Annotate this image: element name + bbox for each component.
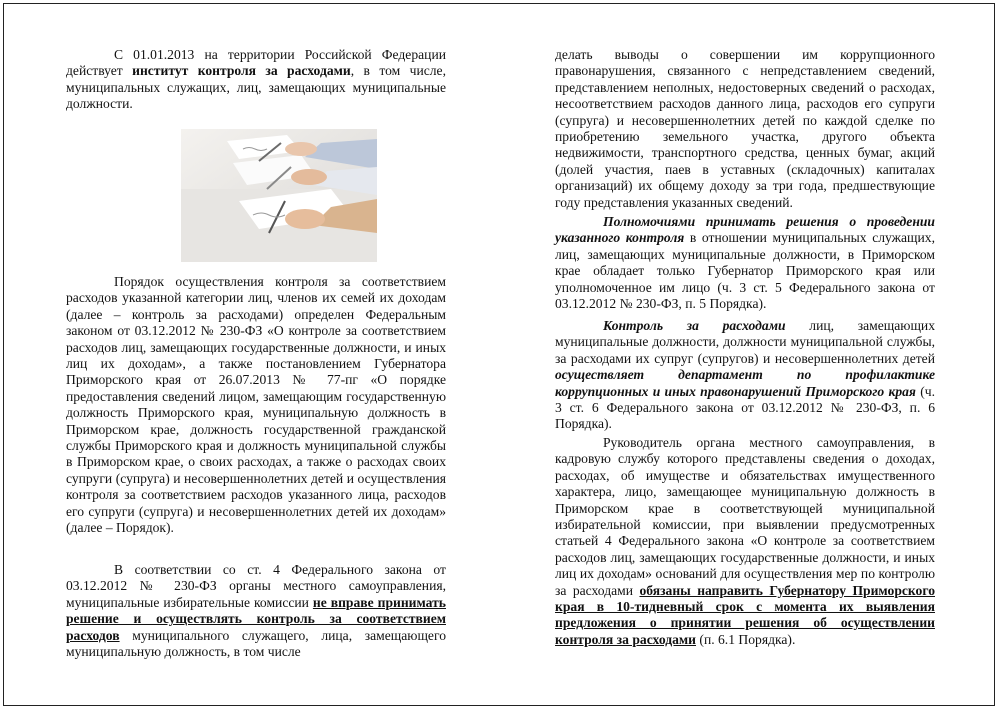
paragraph-intro: [66, 47, 446, 113]
paragraph-head-duty: [555, 435, 935, 648]
control-department: осуществляет департамент по профилактике коррупционных и иных правонарушений Приморского края: [555, 367, 935, 399]
restriction-text-tail: муниципального служащего, лица, замещающего муниципальную должность, в том числе: [66, 627, 446, 660]
signing-documents-photo: [181, 129, 377, 262]
intro-emphasis: институт контроля за расходами: [132, 63, 351, 79]
head-duty-emphasis: обязаны направить Губернатору Приморского края в 10-тидневный срок с момента их выявления предложения о принятии решения об осуществлении контроля за расходами: [555, 582, 935, 647]
authority-emphasis: Полномочиями принимать решения о проведении указанного контроля: [555, 214, 935, 246]
control-text: лиц, замещающих муниципальные должности, должности муниципальной службы, за расходами их супруг (супругов) и несовершеннолетних детей: [555, 318, 935, 366]
paragraph-authority: [555, 214, 935, 312]
control-text-tail: (ч. 3 ст. 6 Федерального закона от 03.12.2012 № 230-ФЗ, п. 6 Порядка).: [555, 383, 935, 432]
restriction-emphasis: не вправе принимать решение и осуществлять контроль за соответствием расходов: [66, 594, 446, 643]
paragraph-control: [555, 318, 935, 433]
authority-text: в отношении муниципальных служащих, лиц, замещающих муниципальные должности, в Приморском крае обладает только Губернатор Приморского края или уполномоченное им лицо (ч. 3 ст. 5 Федерального закона от 03.12.2012 № 230-ФЗ, п. 5 Порядка).: [555, 230, 935, 312]
restriction-text: В соответствии со ст. 4 Федерального закона от 03.12.2012 № 230-ФЗ органы местного самоуправления, муниципальные избирательные комиссии: [66, 562, 446, 610]
paragraph-restriction: [66, 562, 446, 660]
paragraph-procedure: Порядок осуществления контроля за соответствием расходов указанной категории лиц, членов их семей их доходам (далее – контроль за расходами) определен Федеральным законом от 03.12.2012 № 230-ФЗ «О контроле за соответствием расходов лиц, замещающих государственные должности, и иных лиц их доходам», а также постановлением Губернатора Приморского края от 26.07.2013 № 77-пг «О порядке предоставления сведений лицом, замещающим государственную должность Приморского края, муниципальную должность в Приморском крае, должность государственной гражданской службы Приморского края и должность муниципальной службы в Приморском крае, о своих расходах, а также о расходах своих супруги (супруга) и несовершеннолетних детей и осуществления контроля за соответствием расходов указанного лица, расходов его супруги (супруга) и несовершеннолетних детей их доходам» (далее – Порядок).: [66, 274, 446, 536]
paragraph-conclusions: делать выводы о совершении им коррупционного правонарушения, связанного с непредставлением сведений, представлением неполных, недостоверных сведений о расходах, несоответствием расходов данного лица, расходов его супруги (супруга) и несовершеннолетних детей по каждой сделке по приобретению земельного участка, другого объекта недвижимости, транспортного средства, ценных бумаг, акций (долей участия, паев в уставных (складочных) капиталах организаций) их общему доходу за три года, предшествующие году представления указанных сведений.: [555, 47, 935, 210]
head-duty-text: Руководитель органа местного самоуправления, в кадровую службу которого представлены сведения о доходах, расходах, об имуществе и обязательствах имущественного характера, лицо, замещающее муниципальную должность в Приморском крае в соответствующей муниципальной избирательной комиссии, при выявлении предусмотренных статьей 4 Федерального закона «О контроле за соответствием расходов лиц, замещающих государственные должности, и иных лиц их доходам» оснований для осуществления мер по контролю за расходами: [555, 435, 935, 598]
intro-text: С 01.01.2013 на территории Российской Федерации действует: [66, 47, 446, 79]
head-duty-text-tail: (п. 6.1 Порядка).: [696, 631, 796, 647]
control-emphasis: Контроль за расходами: [603, 318, 786, 333]
intro-text-tail: , в том числе, муниципальных служащих, лиц, замещающих муниципальные должности.: [66, 63, 446, 112]
